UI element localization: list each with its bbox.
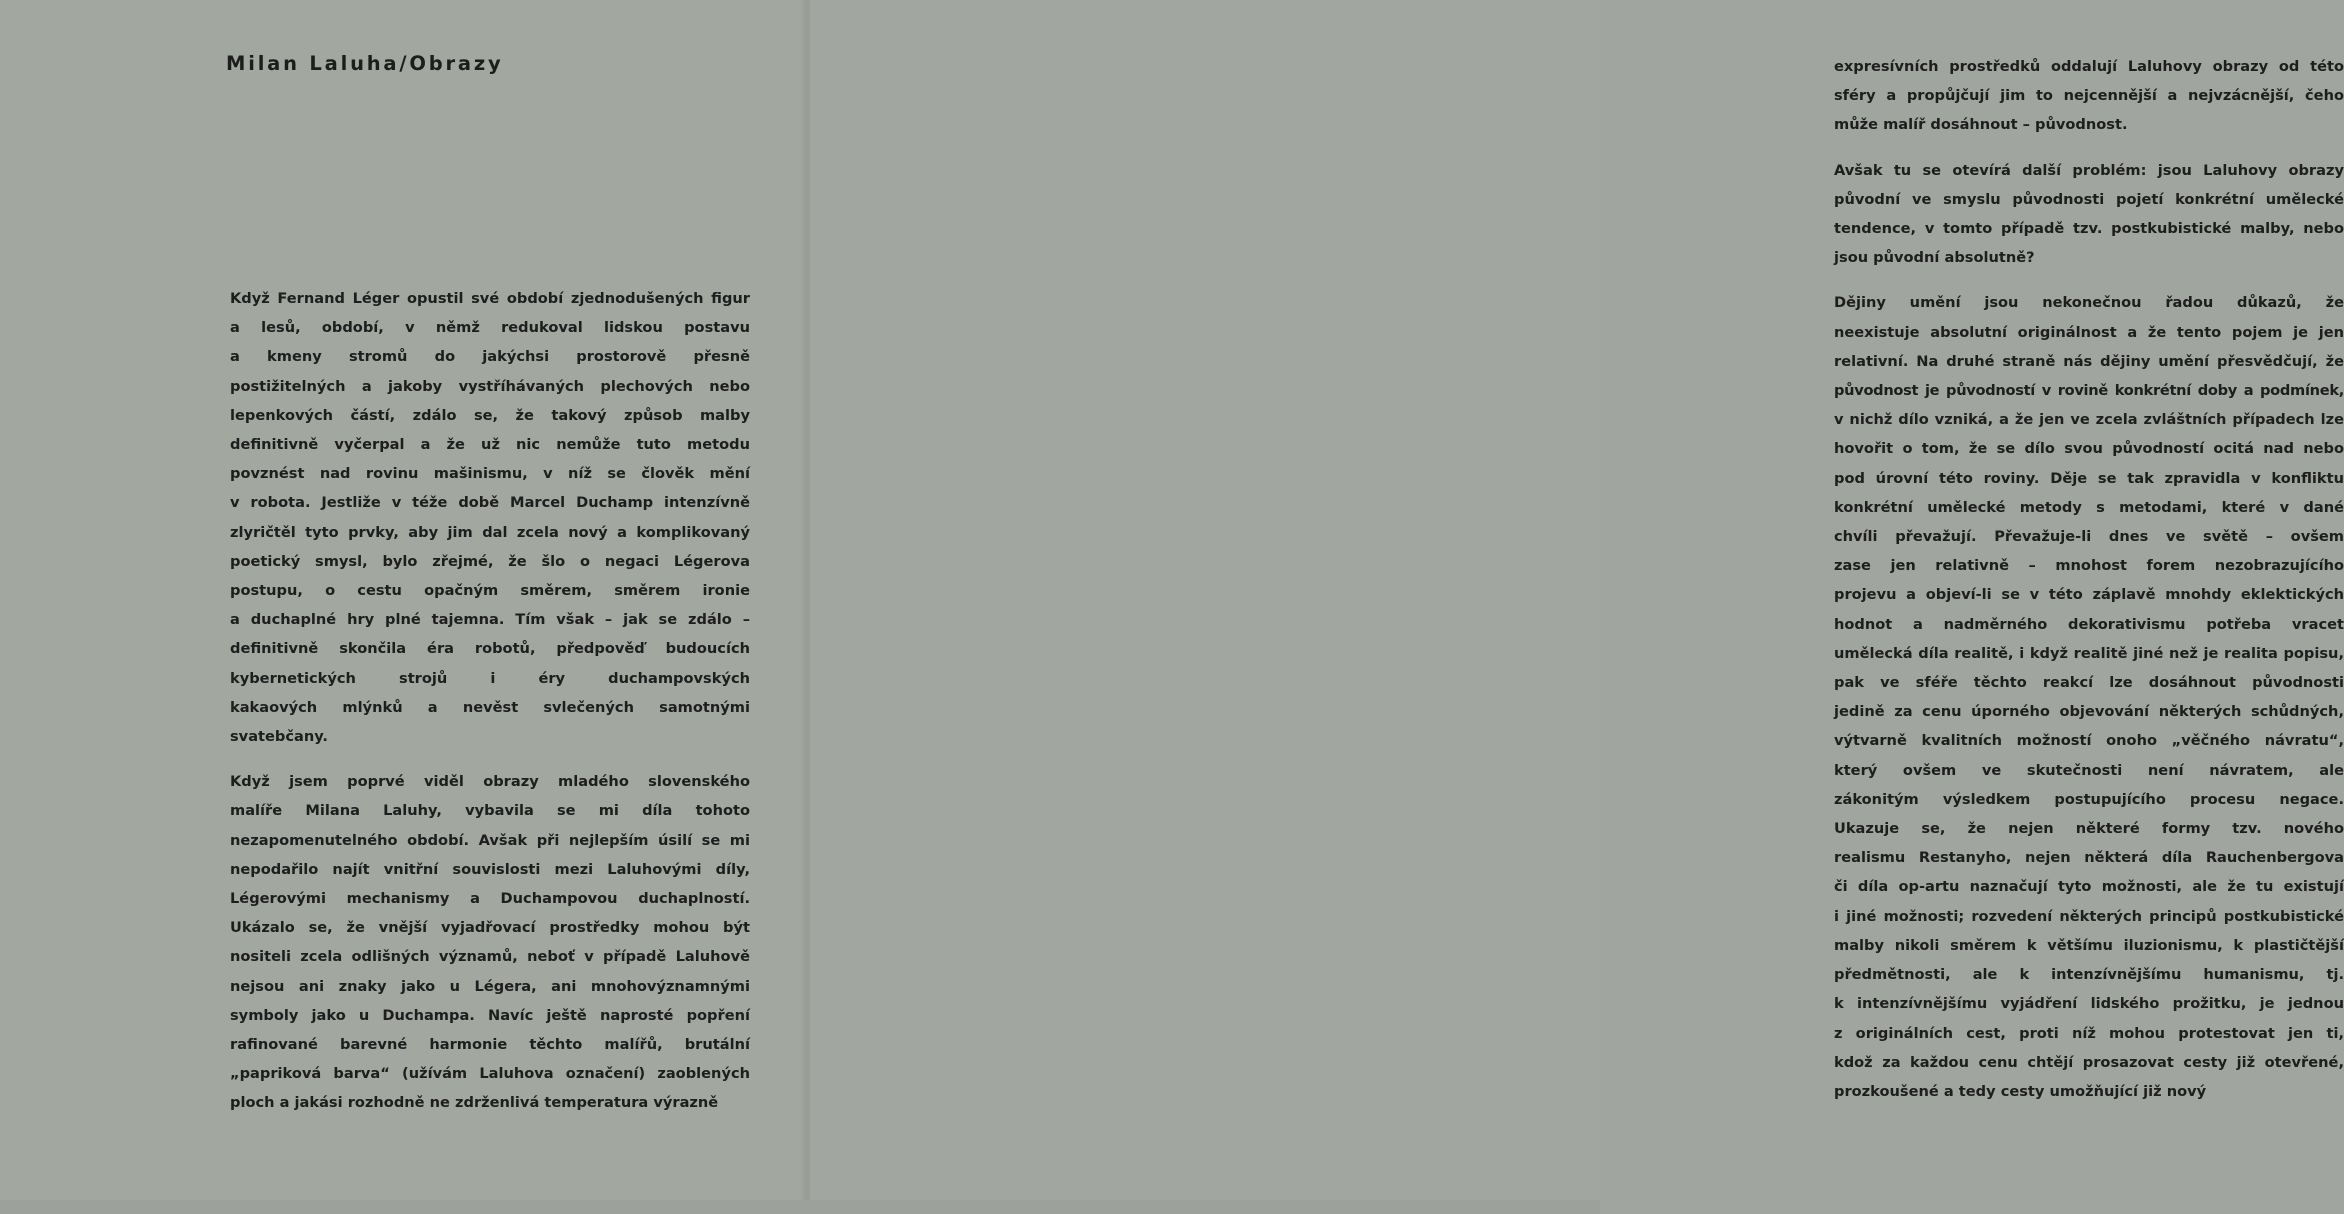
text-line: Ukázalo se, že vnější vyjadřovací prostředky mohou být [230, 919, 750, 937]
text-line: definitivně vyčerpal a že už nic nemůže tuto metodu [230, 436, 750, 454]
text-line: z originálních cest, proti níž mohou protestovat jen ti, [1834, 1024, 2344, 1042]
paragraph [230, 284, 750, 751]
text-line: tendence, v tomto případě tzv. postkubistické malby, nebo [1834, 220, 2344, 238]
text-line: v nichž dílo vzniká, a že jen ve zcela zvláštních případech lze [1834, 411, 2344, 429]
text-line: zlyričtěl tyto prvky, aby jim dal zcela nový a komplikovaný [230, 523, 750, 541]
text-line: umělecká díla realitě, i když realitě jiné než je realita popisu, [1834, 644, 2344, 662]
text-line: Dějiny umění jsou nekonečnou řadou důkazů, že [1834, 294, 2344, 312]
text-line: kdož za každou cenu chtějí prosazovat cesty již otevřené, [1834, 1053, 2344, 1071]
text-line: ploch a jakási rozhodně ne zdrženlivá temperatura výrazně [230, 1094, 719, 1112]
text-line: či díla op-artu naznačují tyto možnosti, ale že tu existují [1834, 878, 2344, 896]
right-page [810, 0, 2344, 1214]
text-line: expresívních prostředků oddalují Laluhovy obrazy od této [1834, 58, 2344, 75]
text-line: původní ve smyslu původnosti pojetí konkrétní umělecké [1834, 190, 2344, 208]
text-line: malby nikoli směrem k většímu iluzionismu, k plastičtější [1834, 936, 2344, 954]
text-line: konkrétní umělecké metody s metodami, které v dané [1834, 498, 2344, 516]
text-line: neexistuje absolutní originálnost a že tento pojem je jen [1834, 323, 2344, 341]
page-title: Milan Laluha/Obrazy [226, 52, 504, 75]
text-line: jsou původní absolutně? [1834, 249, 2035, 267]
paragraph [1834, 288, 2344, 1106]
text-line: Avšak tu se otevírá další problém: jsou Laluhovy obrazy [1834, 161, 2344, 179]
text-line: hodnot a nadměrného dekorativismu potřeba vracet [1834, 615, 2344, 633]
text-line: „papriková barva“ (užívám Laluhova označení) zaoblených [230, 1065, 750, 1083]
text-line: původnost je původností v rovině konkrétní doby a podmínek, [1834, 382, 2344, 400]
text-line: zase jen relativně – mnohost forem nezobrazujícího [1834, 557, 2344, 575]
text-line: jedině za cenu úporného objevování některých schůdných, [1834, 703, 2344, 721]
text-line: hovořit o tom, že se dílo svou původností ocitá nad nebo [1834, 440, 2344, 458]
text-line: relativní. Na druhé straně nás dějiny umění přesvědčují, že [1834, 352, 2344, 370]
text-line: prozkoušené a tedy cesty umožňující již nový [1834, 1082, 2207, 1100]
text-line: pak ve sféře těchto reakcí lze dosáhnout původnosti [1834, 674, 2344, 692]
text-line: sféry a propůjčují jim to nejcennější a nejvzácnější, čeho [1834, 87, 2344, 105]
text-line: nositeli zcela odlišných významů, neboť v případě Laluhově [230, 948, 750, 966]
text-line: postupu, o cestu opačným směrem, směrem ironie [230, 582, 750, 600]
text-line: v robota. Jestliže v téže době Marcel Duchamp intenzívně [230, 494, 750, 512]
text-line: a lesů, období, v němž redukoval lidskou postavu [230, 319, 750, 337]
right-text-column [1834, 52, 2344, 1122]
text-line: poetický smysl, bylo zřejmé, že šlo o negaci Légerova [230, 552, 750, 570]
text-line: kybernetických strojů i éry duchampovských [230, 669, 750, 687]
text-line: svatebčany. [230, 728, 328, 746]
text-line: symboly jako u Duchampa. Navíc ještě naprosté popření [230, 1006, 750, 1024]
text-line: Ukazuje se, že nejen některé formy tzv. nového [1834, 820, 2344, 838]
text-line: Légerovými mechanismy a Duchampovou duchaplností. [230, 890, 750, 908]
text-line: lepenkových částí, zdálo se, že takový způsob malby [230, 406, 750, 424]
text-line: nezapomenutelného období. Avšak při nejlepším úsilí se mi [230, 831, 750, 849]
left-text-column [230, 284, 750, 1134]
text-line: výtvarně kvalitních možností onoho „věčného návratu“, [1834, 732, 2344, 750]
text-line: pod úrovní této roviny. Děje se tak zpravidla v konfliktu [1834, 469, 2344, 487]
text-line: a duchaplné hry plné tajemna. Tím však – jak se zdálo – [230, 611, 750, 629]
text-line: a kmeny stromů do jakýchsi prostorově přesně [230, 348, 750, 366]
text-line: i jiné možnosti; rozvedení některých principů postkubistické [1834, 907, 2344, 925]
text-line: definitivně skončila éra robotů, předpověď budoucích [230, 640, 750, 658]
text-line: Když Fernand Léger opustil své období zjednodušených figur [230, 290, 750, 307]
paragraph [1834, 156, 2344, 273]
text-line: Když jsem poprvé viděl obrazy mladého slovenského [230, 773, 750, 791]
paragraph [1834, 52, 2344, 140]
text-line: k intenzívnějšímu vyjádření lidského prožitku, je jednou [1834, 995, 2344, 1013]
text-line: může malíř dosáhnout – původnost. [1834, 116, 2128, 134]
text-line: předmětnosti, ale k intenzívnějšímu humanismu, tj. [1834, 966, 2344, 984]
text-line: zákonitým výsledkem postupujícího procesu negace. [1834, 790, 2344, 808]
text-line: kakaových mlýnků a nevěst svlečených samotnými [230, 698, 750, 716]
text-line: nejsou ani znaky jako u Légera, ani mnohovýznamnými [230, 977, 750, 995]
text-line: nepodařilo najít vnitřní souvislosti mezi Laluhovými díly, [230, 860, 750, 878]
text-line: který ovšem ve skutečnosti není návratem, ale [1834, 761, 2344, 779]
text-line: rafinované barevné harmonie těchto malířů, brutální [230, 1036, 750, 1054]
paragraph [230, 767, 750, 1117]
left-page [0, 0, 806, 1214]
text-line: malíře Milana Laluhy, vybavila se mi díla tohoto [230, 802, 750, 820]
text-line: projevu a objeví-li se v této záplavě mnohdy eklektických [1834, 586, 2344, 604]
text-line: realismu Restanyho, nejen některá díla Rauchenbergova [1834, 849, 2344, 867]
text-line: povznést nad rovinu mašinismu, v níž se člověk mění [230, 465, 750, 483]
text-line: postižitelných a jakoby vystříhávaných plechových nebo [230, 377, 750, 395]
page-bottom-edge [0, 1200, 1600, 1214]
text-line: chvíli převažují. Převažuje-li dnes ve světě – ovšem [1834, 528, 2344, 546]
